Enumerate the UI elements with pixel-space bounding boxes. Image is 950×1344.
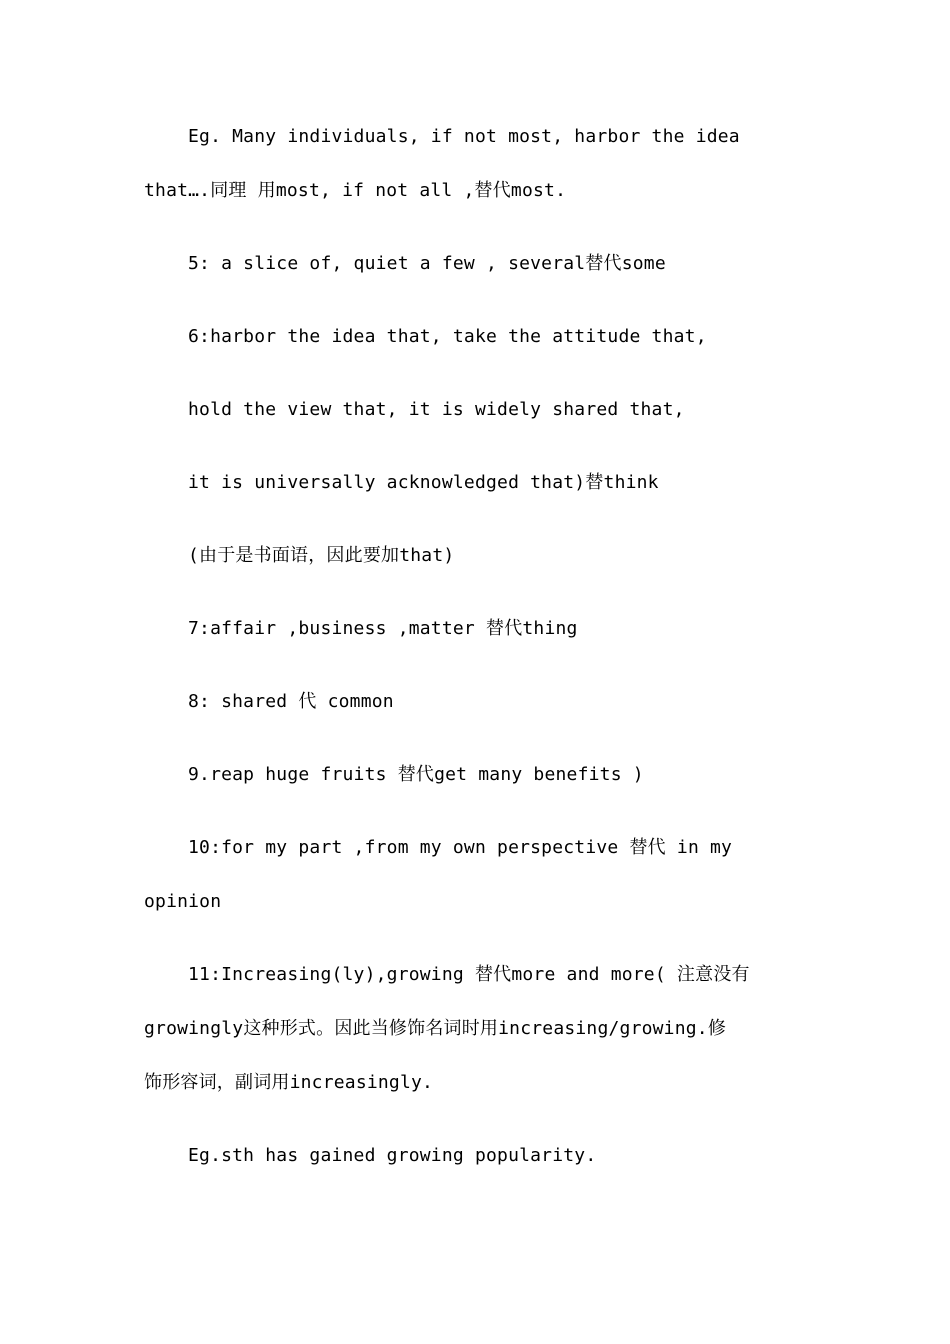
text-line: hold the view that, it is widely shared that,: [188, 399, 685, 420]
text-line: 7:affair ,business ,matter 替代thing: [188, 618, 578, 639]
text-line: 6:harbor the idea that, take the attitude that,: [188, 326, 707, 347]
text-line: 9.reap huge fruits 替代get many benefits ): [188, 764, 644, 785]
text-line: Eg. Many individuals, if not most, harbor the idea: [188, 126, 740, 147]
text-line: 5: a slice of, quiet a few , several替代some: [188, 253, 666, 274]
text-line: 10:for my part ,from my own perspective 替代 in my: [188, 837, 733, 858]
text-line: growingly这种形式。因此当修饰名词时用increasing/growing.修: [144, 1018, 727, 1039]
text-line: opinion: [144, 891, 222, 912]
text-line: 8: shared 代 common: [188, 691, 394, 712]
text-line: 11:Increasing(ly),growing 替代more and more( 注意没有: [188, 964, 750, 985]
text-line: that….同理 用most, if not all ,替代most.: [144, 180, 567, 201]
text-line: 饰形容词，副词用increasingly.: [144, 1072, 434, 1093]
text-line: (由于是书面语，因此要加that): [188, 545, 455, 566]
text-line: Eg.sth has gained growing popularity.: [188, 1145, 597, 1166]
text-line: it is universally acknowledged that)替think: [188, 472, 659, 493]
